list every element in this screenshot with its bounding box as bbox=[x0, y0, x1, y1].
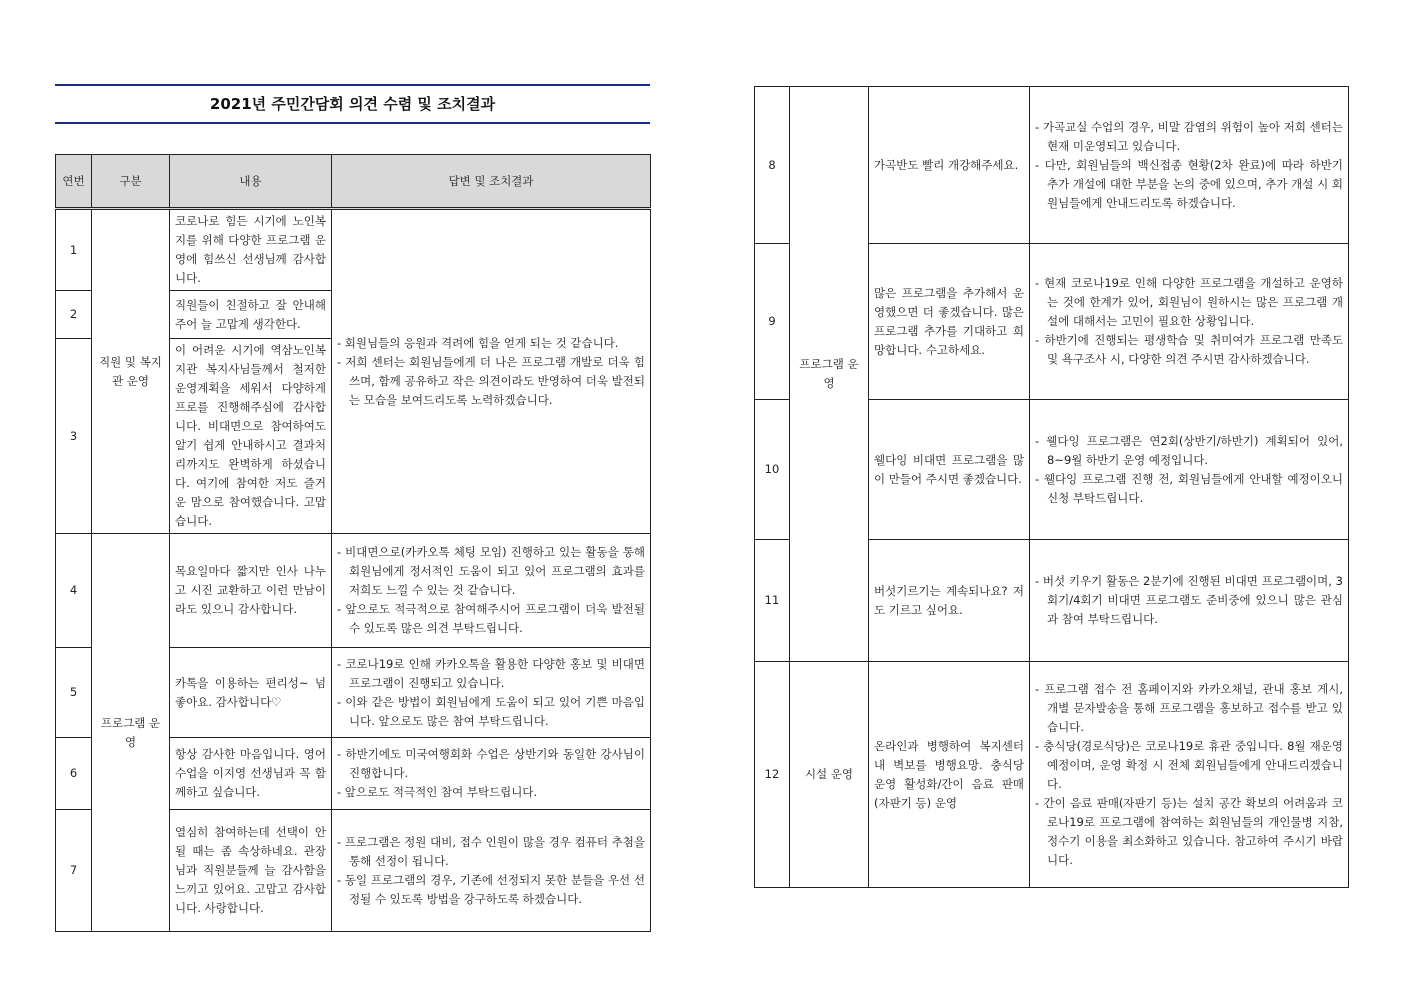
row-number: 11 bbox=[755, 540, 790, 662]
opinion-cell: 직원들이 친절하고 잘 안내해주어 늘 고맙게 생각한다. bbox=[170, 291, 332, 339]
category-cell: 시설 운영 bbox=[790, 662, 869, 888]
row-number: 10 bbox=[755, 400, 790, 540]
row-number: 2 bbox=[56, 291, 92, 339]
answer-line: - 회원님들의 응원과 격려에 힘을 얻게 되는 것 같습니다. bbox=[337, 335, 619, 350]
answer-line: - 다만, 회원님들의 백신접종 현황(2차 완료)에 따라 하반기 추가 개설에 대한 부분을 논의 중에 있으며, 추가 개설 시 회원님들에게 안내드리도록 하겠습니다. bbox=[1035, 157, 1343, 210]
opinion-cell: 코로나로 힘든 시기에 노인복지를 위해 다양한 프로그램 운영에 힘쓰신 선생님께 감사합니다. bbox=[170, 209, 332, 291]
opinion-cell: 열심히 참여하는데 선택이 안될 때는 좀 속상하네요. 관장님과 직원분들께 늘 감사함을 느끼고 있어요. 고맙고 감사합니다. 사랑합니다. bbox=[170, 810, 332, 932]
report-title-block bbox=[55, 84, 650, 124]
answer-cell bbox=[1030, 244, 1349, 400]
answer-cell bbox=[332, 648, 651, 738]
row-number: 3 bbox=[56, 339, 92, 534]
opinion-cell: 버섯기르기는 계속되나요? 저도 기르고 싶어요. bbox=[869, 540, 1030, 662]
header-row bbox=[56, 155, 651, 209]
opinion-cell: 온라인과 병행하여 복지센터 내 벽보를 병행요망. 충식당 운영 활성화/간이 음료 판매(자판기 등) 운영 bbox=[869, 662, 1030, 888]
header-content: 내용 bbox=[170, 155, 332, 209]
opinion-cell: 이 어려운 시기에 역삼노인복지관 복지사님들께서 철저한 운영계획을 세워서 다양하게 프로를 진행해주심에 감사합니다. 비대면으로 참여하여도 알기 쉽게 안내하시고 결과처리까지도 완벽하게 하셨습니다. 여기에 참여한 저도 즐거운 맘으로 참여했습니다. 고맙습니다. bbox=[170, 339, 332, 534]
opinion-cell: 가곡반도 빨리 개강해주세요. bbox=[869, 87, 1030, 244]
row-number: 1 bbox=[56, 209, 92, 291]
category-cell: 직원 및 복지관 운영 bbox=[92, 209, 170, 534]
answer-line: - 동일 프로그램의 경우, 기존에 선정되지 못한 분들을 우선 선정될 수 있도록 방법을 강구하도록 하겠습니다. bbox=[337, 872, 645, 906]
answer-line: - 웰다잉 프로그램 진행 전, 회원님들에게 안내할 예정이오니 신청 부탁드립니다. bbox=[1035, 471, 1343, 505]
table-row bbox=[56, 209, 651, 291]
row-number: 5 bbox=[56, 648, 92, 738]
opinion-cell: 많은 프로그램을 추가해서 운영했으면 더 좋겠습니다. 많은 프로그램 추가를 기대하고 희망합니다. 수고하세요. bbox=[869, 244, 1030, 400]
answer-line: - 앞으로도 적극적으로 참여해주시어 프로그램이 더욱 발전될 수 있도록 많은 의견 부탁드립니다. bbox=[337, 602, 645, 635]
opinion-cell: 항상 감사한 마음입니다. 영어수업을 이지영 선생님과 꼭 함께하고 싶습니다. bbox=[170, 738, 332, 810]
answer-cell bbox=[332, 534, 651, 648]
answer-cell bbox=[1030, 662, 1349, 888]
answer-cell bbox=[1030, 87, 1349, 244]
answer-line: - 앞으로도 적극적인 참여 부탁드립니다. bbox=[337, 785, 538, 799]
title-bottom-rule bbox=[55, 122, 650, 124]
answer-cell bbox=[332, 810, 651, 932]
row-number: 6 bbox=[56, 738, 92, 810]
opinion-cell: 카톡을 이용하는 편리성~ 넘 좋아요. 감사합니다♡ bbox=[170, 648, 332, 738]
row-number: 9 bbox=[755, 244, 790, 400]
row-number: 12 bbox=[755, 662, 790, 888]
answer-line: - 웰다잉 프로그램은 연2회(상반기/하반기) 계획되어 있어, 8~9월 하반기 운영 예정입니다. bbox=[1035, 433, 1343, 467]
answer-line: - 하반기에도 미국여행회화 수업은 상반기와 동일한 강사님이 진행합니다. bbox=[337, 747, 645, 780]
table-row bbox=[755, 87, 1349, 244]
row-number: 7 bbox=[56, 810, 92, 932]
row-number: 4 bbox=[56, 534, 92, 648]
answer-line: - 저희 센터는 회원님들에게 더 나은 프로그램 개발로 더욱 힘쓰며, 함께 공유하고 작은 의견이라도 반영하여 더욱 발전되는 모습을 보여드리도록 노력하겠습니다. bbox=[337, 354, 645, 407]
answer-cell bbox=[1030, 540, 1349, 662]
answer-line: - 프로그램 접수 전 홈페이지와 카카오채널, 관내 홍보 게시, 개별 문자발송을 통해 프로그램을 홍보하고 접수를 받고 있습니다. bbox=[1035, 681, 1343, 734]
answer-line: - 하반기에 진행되는 평생학습 및 취미여가 프로그램 만족도 및 욕구조사 시, 다양한 의견 주시면 감사하겠습니다. bbox=[1035, 333, 1343, 366]
answer-line: - 비대면으로(카카오톡 체팅 모임) 진행하고 있는 활동을 통해 회원님에게 정서적인 도움이 되고 있어 프로그램의 효과를 저희도 느낄 수 있는 것 같습니다. bbox=[337, 545, 645, 597]
header-answer: 답변 및 조치결과 bbox=[332, 155, 651, 209]
answer-cell bbox=[332, 209, 651, 534]
left-results-table bbox=[55, 154, 651, 932]
category-cell: 프로그램 운영 bbox=[92, 534, 170, 932]
header-no: 연번 bbox=[56, 155, 92, 209]
answer-line: - 충식당(경로식당)은 코로나19로 휴관 중입니다. 8월 재운영 예정이며, 운영 확정 시 전체 회원님들에게 안내드리겠습니다. bbox=[1035, 738, 1343, 791]
page-title: 2021년 주민간담회 의견 수렴 및 조치결과 bbox=[209, 95, 496, 113]
opinion-cell: 웰다잉 비대면 프로그램을 많이 만들어 주시면 좋겠습니다. bbox=[869, 400, 1030, 540]
header-category: 구분 bbox=[92, 155, 170, 209]
row-number: 8 bbox=[755, 87, 790, 244]
table-row bbox=[56, 534, 651, 648]
answer-line: - 버섯 키우기 활동은 2분기에 진행된 비대면 프로그램이며, 3회기/4회기 비대면 프로그램도 준비중에 있으니 많은 관심과 참여 부탁드립니다. bbox=[1035, 574, 1343, 626]
right-results-table bbox=[754, 86, 1349, 888]
answer-cell bbox=[1030, 400, 1349, 540]
answer-line: - 프로그램은 정원 대비, 접수 인원이 많을 경우 컴퓨터 추첨을 통해 선정이 됩니다. bbox=[337, 834, 645, 868]
answer-line: - 간이 음료 판매(자판기 등)는 설치 공간 확보의 어려움과 코로나19로 프로그램에 참여하는 회원님들의 개인물병 지참, 정수기 이용을 최소화하고 있습니다. 참고하여 주시기 바랍니다. bbox=[1035, 795, 1343, 867]
category-cell: 프로그램 운영 bbox=[790, 87, 869, 662]
answer-line: - 가곡교실 수업의 경우, 비말 감염의 위험이 높아 저희 센터는 현재 미운영되고 있습니다. bbox=[1035, 119, 1343, 153]
answer-line: - 코로나19로 인해 카카오톡을 활용한 다양한 홍보 및 비대면 프로그램이 진행되고 있습니다. bbox=[337, 656, 645, 690]
answer-line: - 이와 같은 방법이 회원님에게 도움이 되고 있어 기쁜 마음입니다. 앞으로도 많은 참여 부탁드립니다. bbox=[337, 694, 645, 728]
answer-line: - 현재 코로나19로 인해 다양한 프로그램을 개설하고 운영하는 것에 한계가 있어, 회원님이 원하시는 많은 프로그램 개설에 대해서는 고민이 필요한 상황입니다. bbox=[1035, 276, 1343, 328]
table-row bbox=[755, 662, 1349, 888]
opinion-cell: 목요일마다 짧지만 인사 나누고 시진 교환하고 이런 만남이라도 있으니 감사합니다. bbox=[170, 534, 332, 648]
answer-cell bbox=[332, 738, 651, 810]
